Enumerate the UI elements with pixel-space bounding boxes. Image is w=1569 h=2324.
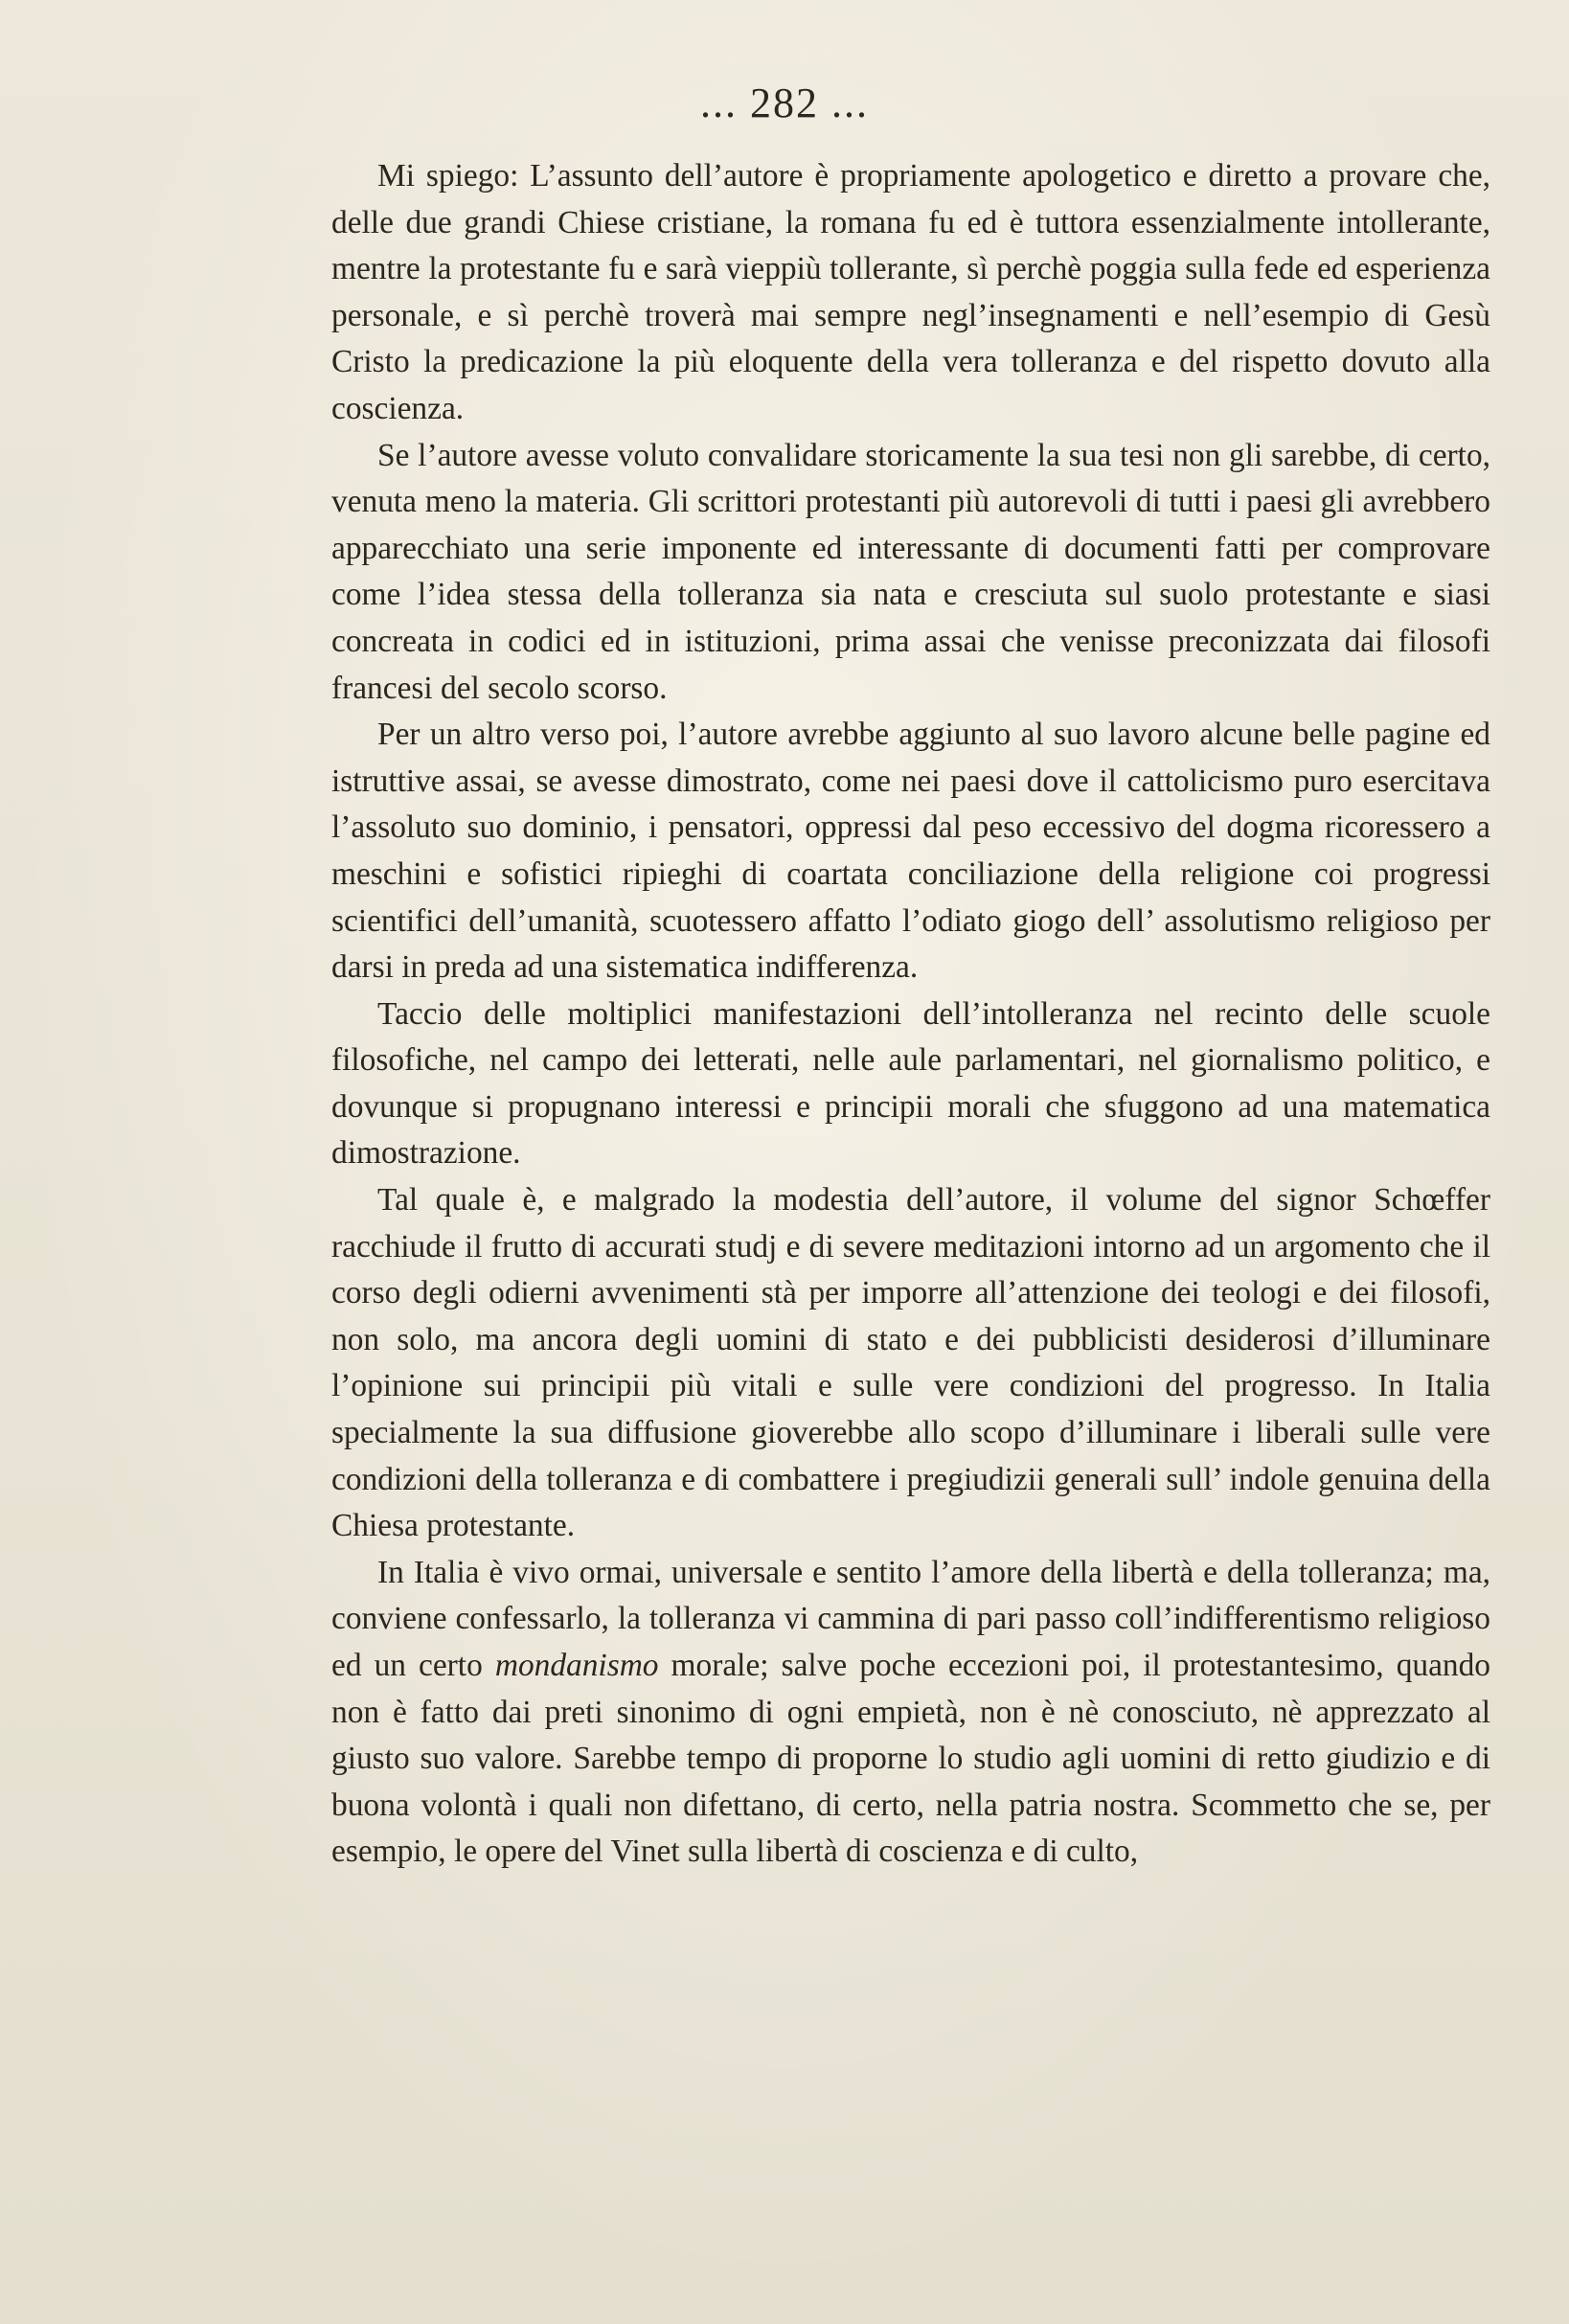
body-text (331, 153, 1490, 1876)
paragraph-6-text-before: In Italia è vivo ormai, universale e sentito l’amore della libertà e della tolleranza; ma, conviene confessarlo, la tolleranza vi cammina di pari passo coll’indifferentismo religioso ed un certo (331, 1554, 1490, 1683)
emphasized-word: mondanismo (494, 1648, 659, 1683)
paragraph-4: Taccio delle moltiplici manifestazioni dell’intolleranza nel recinto delle scuole filosofiche, nel campo dei letterati, nelle aule parlamentari, nel giornalismo politico, e dovunque si propugnano interessi e principii morali che sfuggono ad una matematica dimostrazione. (331, 995, 1490, 1172)
paragraph-2: Se l’autore avesse voluto convalidare storicamente la sua tesi non gli sarebbe, di certo, venuta meno la materia. Gli scrittori protestanti più autorevoli di tutti i paesi gli avrebbero apparecchiato una serie imponente ed interessante di documenti fatti per comprovare come l’idea stessa della tolleranza sia nata e cresciuta sul suolo protestante e siasi concreata in codici ed in istituzioni, prima assai che venisse preconizzata dai filosofi francesi del secolo scorso. (331, 437, 1490, 706)
paragraph-1: Mi spiego: L’assunto dell’autore è propriamente apologetico e diretto a provare che, delle due grandi Chiese cristiane, la romana fu ed è tuttora essenzialmente intollerante, mentre la protestante fu e sarà vieppiù tollerante, sì perchè poggia sulla fede ed esperienza personale, e sì perchè troverà mai sempre negl’insegnamenti e nell’esempio di Gesù Cristo la predicazione la più eloquente della vera tolleranza e del rispetto dovuto alla coscienza. (331, 158, 1490, 426)
paragraph-6 (331, 1550, 1490, 1876)
page-number: ... 282 ... (700, 80, 869, 126)
paragraph-5: Tal quale è, e malgrado la modestia dell’autore, il volume del signor Schœffer racchiude il frutto di accurati studj e di severe meditazioni intorno ad un argomento che il corso degli odierni avvenimenti stà per imporre all’attenzione dei teologi e dei filosofi, non solo, ma ancora degli uomini di stato e dei pubblicisti desiderosi d’illuminare l’opinione sui principii più vitali e sulle vere condizioni del progresso. In Italia specialmente la sua diffusione gioverebbe allo scopo d’illuminare i liberali sulle vere condizioni della tolleranza e di combattere i pregiudizii generali sull’ indole genuina della Chiesa protestante. (331, 1182, 1490, 1544)
paragraph-3: Per un altro verso poi, l’autore avrebbe aggiunto al suo lavoro alcune belle pagine ed istruttive assai, se avesse dimostrato, come nei paesi dove il cattolicismo puro esercitava l’assoluto suo dominio, i pensatori, oppressi dal peso eccessivo del dogma ricoressero a meschini e sofistici ripieghi di coartata conciliazione della religione coi progressi scientifici dell’umanità, scuotessero affatto l’odiato giogo dell’ assolutismo religioso per darsi in preda ad una sistematica indifferenza. (331, 717, 1490, 986)
paragraph-6-text-after: morale; salve poche eccezioni poi, il protestantesimo, quando non è fatto dai preti sinonimo di ogni empietà, non è nè conosciuto, nè apprezzato al giusto suo valore. Sarebbe tempo di proporne lo studio agli uomini di retto giudizio e di buona volontà i quali non difettano, di certo, nella patria nostra. Scommetto che se, per esempio, le opere del Vinet sulla libertà di coscienza e di culto, (331, 1648, 1490, 1870)
